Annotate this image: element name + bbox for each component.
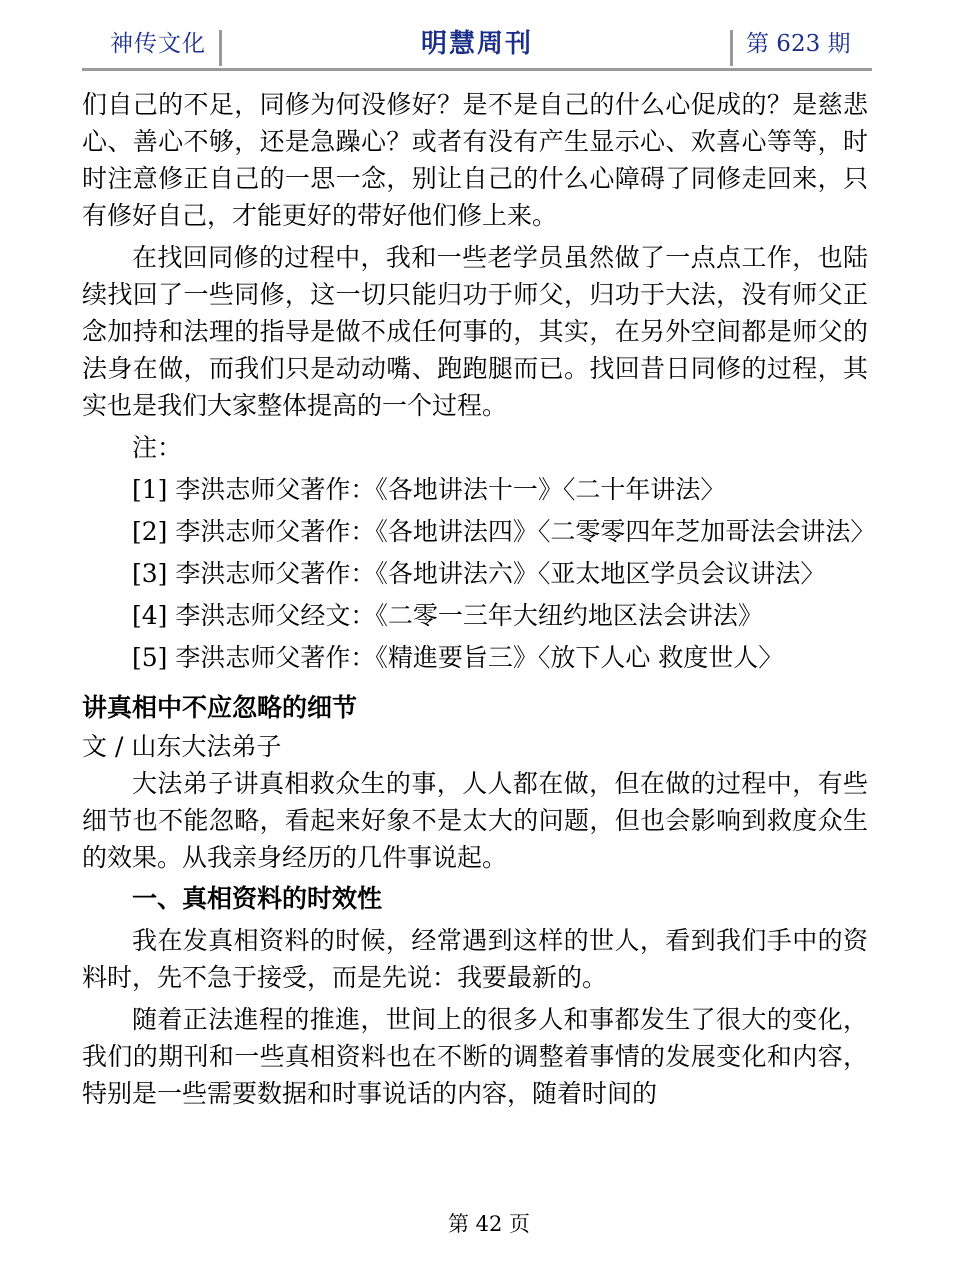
header-issue-number: 第 623 期 bbox=[746, 31, 851, 57]
section-heading: 一、真相资料的时效性 bbox=[132, 884, 383, 913]
paragraph-continued: 们自己的不足，同修为何没修好？是不是自己的什么心促成的？是慈悲心、善心不够，还是急躁心？或者有没有产生显示心、欢喜心等等，时时注意修正自己的一思一念，别让自己的什么心障碍了同修走回来，只有修好自己，才能更好的带好他们修上来。 bbox=[82, 90, 868, 230]
header-publication-title: 明慧周刊 bbox=[420, 29, 533, 59]
paragraph: 在找回同修的过程中，我和一些老学员虽然做了一点点工作，也陆续找回了一些同修，这一切只能归功于师父，归功于大法，没有师父正念加持和法理的指导是做不成任何事的，其实，在另外空间都是师父的法身在做，而我们只是动动嘴、跑跑腿而已。找回昔日同修的过程，其实也是我们大家整体提高的一个过程。 bbox=[82, 243, 868, 420]
header-divider-right bbox=[730, 30, 733, 66]
page-number: 第 42 页 bbox=[447, 1212, 531, 1236]
notes-label: 注： bbox=[132, 433, 183, 462]
paragraph: 随着正法進程的推進，世间上的很多人和事都发生了很大的变化，我们的期刊和一些真相资料也在不断的调整着事情的发展变化和内容，特别是一些需要数据和时事说话的内容，随着时间的 bbox=[82, 1005, 868, 1108]
header-section-name: 神传文化 bbox=[110, 31, 206, 57]
footnote-5: [5] 李洪志师父著作：《精進要旨三》〈放下人心 救度世人〉 bbox=[132, 643, 784, 672]
footnote-3: [3] 李洪志师父著作：《各地讲法六》〈亚太地区学员会议讲法〉 bbox=[132, 559, 826, 588]
article-intro: 大法弟子讲真相救众生的事，人人都在做，但在做的过程中，有些细节也不能忽略，看起来好象不是太大的问题，但也会影响到救度众生的效果。从我亲身经历的几件事说起。 bbox=[82, 769, 868, 872]
footnote-1: [1] 李洪志师父著作：《各地讲法十一》〈二十年讲法〉 bbox=[132, 475, 726, 504]
article-title: 讲真相中不应忽略的细节 bbox=[82, 693, 358, 722]
article-byline: 文 / 山东大法弟子 bbox=[82, 732, 282, 761]
paragraph: 我在发真相资料的时候，经常遇到这样的世人，看到我们手中的资料时，先不急于接受，而是先说：我要最新的。 bbox=[82, 926, 868, 992]
page-header bbox=[82, 26, 872, 71]
footnote-4: [4] 李洪志师父经文：《二零一三年大纽约地区法会讲法》 bbox=[132, 601, 763, 630]
page-content bbox=[82, 86, 876, 1112]
footnote-2: [2] 李洪志师父著作：《各地讲法四》〈二零零四年芝加哥法会讲法〉 bbox=[132, 517, 876, 546]
